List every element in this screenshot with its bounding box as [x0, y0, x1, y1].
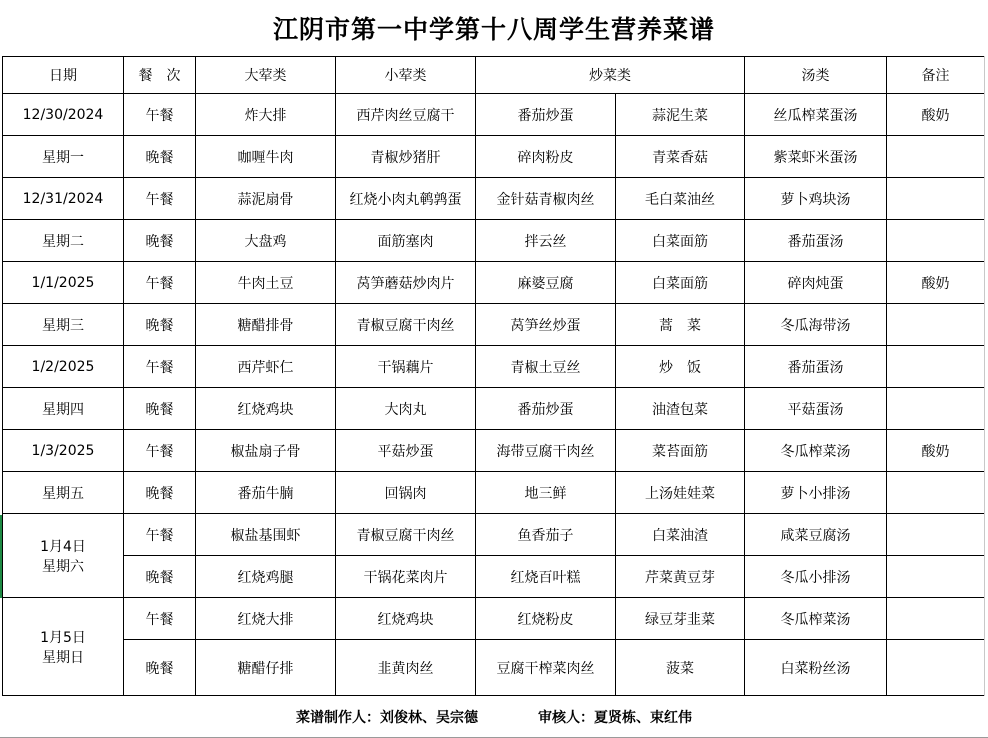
- table-row: [3, 136, 985, 178]
- big-meat-cell: 红烧鸡腿: [196, 556, 336, 598]
- menu-makers: 菜谱制作人：刘俊林、吴宗德: [296, 709, 478, 726]
- meal-cell: 晚餐: [124, 556, 196, 598]
- date-text: 1月5日: [40, 629, 86, 646]
- small-meat-cell: 韭黄肉丝: [336, 640, 476, 696]
- stir-fry-cell: 蒜泥生菜: [616, 94, 745, 136]
- table-row: [3, 94, 985, 136]
- small-meat-cell: 干锅藕片: [336, 346, 476, 388]
- header-note: 备注: [887, 57, 985, 94]
- table-row: [3, 514, 985, 556]
- soup-cell: 冬瓜海带汤: [745, 304, 887, 346]
- note-cell: [887, 640, 985, 696]
- weekday-cell: 星期三: [3, 304, 124, 346]
- stir-fry-cell: 上汤娃娃菜: [616, 472, 745, 514]
- stir-fry-cell: 莴笋丝炒蛋: [476, 304, 616, 346]
- small-meat-cell: 干锅花菜肉片: [336, 556, 476, 598]
- weekday-cell: 星期五: [3, 472, 124, 514]
- soup-cell: 平菇蛋汤: [745, 388, 887, 430]
- stir-fry-cell: 海带豆腐干肉丝: [476, 430, 616, 472]
- menu-reviewers: 审核人：夏贤栋、束红伟: [538, 709, 692, 726]
- note-cell: [887, 556, 985, 598]
- meal-cell: 晚餐: [124, 472, 196, 514]
- soup-cell: 冬瓜小排汤: [745, 556, 887, 598]
- stir-fry-cell: 金针菇青椒肉丝: [476, 178, 616, 220]
- small-meat-cell: 回锅肉: [336, 472, 476, 514]
- weekday-cell: 星期二: [3, 220, 124, 262]
- soup-cell: 萝卜小排汤: [745, 472, 887, 514]
- header-row: [3, 57, 985, 94]
- small-meat-cell: 面筋塞肉: [336, 220, 476, 262]
- meal-cell: 晚餐: [124, 388, 196, 430]
- big-meat-cell: 椒盐扇子骨: [196, 430, 336, 472]
- big-meat-cell: 糖醋仔排: [196, 640, 336, 696]
- big-meat-cell: 西芹虾仁: [196, 346, 336, 388]
- stir-fry-cell: 菠菜: [616, 640, 745, 696]
- date-cell: 1/1/2025: [3, 262, 124, 304]
- page-title: 江阴市第一中学第十八周学生营养菜谱: [272, 15, 715, 44]
- header-date: 日期: [3, 57, 124, 94]
- stir-fry-cell: 青菜香菇: [616, 136, 745, 178]
- weekday-cell: 星期一: [3, 136, 124, 178]
- small-meat-cell: 青椒炒猪肝: [336, 136, 476, 178]
- big-meat-cell: 蒜泥扇骨: [196, 178, 336, 220]
- weekday-cell: 星期四: [3, 388, 124, 430]
- stir-fry-cell: 拌云丝: [476, 220, 616, 262]
- note-cell: [887, 346, 985, 388]
- date-cell: 12/31/2024: [3, 178, 124, 220]
- meal-cell: 午餐: [124, 598, 196, 640]
- table-row: [3, 388, 985, 430]
- stir-fry-cell: 地三鲜: [476, 472, 616, 514]
- meal-cell: 午餐: [124, 514, 196, 556]
- table-row: [3, 304, 985, 346]
- date-weekday-cell: [3, 514, 124, 598]
- table-row: [3, 220, 985, 262]
- table-row: [3, 430, 985, 472]
- stir-fry-cell: 番茄炒蛋: [476, 94, 616, 136]
- small-meat-cell: 红烧小肉丸鹌鹑蛋: [336, 178, 476, 220]
- small-meat-cell: 青椒豆腐干肉丝: [336, 514, 476, 556]
- stir-fry-cell: 蒿 菜: [616, 304, 745, 346]
- meal-cell: 晚餐: [124, 640, 196, 696]
- soup-cell: 白菜粉丝汤: [745, 640, 887, 696]
- header-big-meat: 大荤类: [196, 57, 336, 94]
- table-row: [3, 346, 985, 388]
- meal-cell: 午餐: [124, 346, 196, 388]
- note-cell: [887, 514, 985, 556]
- header-meal: 餐 次: [124, 57, 196, 94]
- meal-cell: 午餐: [124, 94, 196, 136]
- stir-fry-cell: 白菜油渣: [616, 514, 745, 556]
- stir-fry-cell: 豆腐干榨菜肉丝: [476, 640, 616, 696]
- date-cell: 1/2/2025: [3, 346, 124, 388]
- note-cell: 酸奶: [887, 430, 985, 472]
- stir-fry-cell: 绿豆芽韭菜: [616, 598, 745, 640]
- stir-fry-cell: 菜苔面筋: [616, 430, 745, 472]
- soup-cell: 咸菜豆腐汤: [745, 514, 887, 556]
- weekday-text: 星期日: [42, 649, 84, 666]
- big-meat-cell: 椒盐基围虾: [196, 514, 336, 556]
- small-meat-cell: 红烧鸡块: [336, 598, 476, 640]
- meal-cell: 晚餐: [124, 304, 196, 346]
- stir-fry-cell: 青椒土豆丝: [476, 346, 616, 388]
- note-cell: [887, 220, 985, 262]
- soup-cell: 冬瓜榨菜汤: [745, 598, 887, 640]
- big-meat-cell: 炸大排: [196, 94, 336, 136]
- header-small-meat: 小荤类: [336, 57, 476, 94]
- note-cell: 酸奶: [887, 262, 985, 304]
- big-meat-cell: 糖醋排骨: [196, 304, 336, 346]
- big-meat-cell: 番茄牛腩: [196, 472, 336, 514]
- stir-fry-cell: 碎肉粉皮: [476, 136, 616, 178]
- big-meat-cell: 牛肉土豆: [196, 262, 336, 304]
- footer: [0, 696, 988, 738]
- meal-cell: 晚餐: [124, 136, 196, 178]
- meal-cell: 午餐: [124, 262, 196, 304]
- soup-cell: 萝卜鸡块汤: [745, 178, 887, 220]
- header-stir-fry: 炒菜类: [476, 57, 745, 94]
- note-cell: 酸奶: [887, 94, 985, 136]
- row-selection-marker: [0, 515, 2, 598]
- meal-cell: 午餐: [124, 178, 196, 220]
- soup-cell: 碎肉炖蛋: [745, 262, 887, 304]
- weekday-text: 星期六: [42, 558, 84, 575]
- soup-cell: 番茄蛋汤: [745, 220, 887, 262]
- stir-fry-cell: 芹菜黄豆芽: [616, 556, 745, 598]
- stir-fry-cell: 白菜面筋: [616, 262, 745, 304]
- small-meat-cell: 平菇炒蛋: [336, 430, 476, 472]
- meal-cell: 晚餐: [124, 220, 196, 262]
- menu-table: [2, 56, 985, 696]
- table-row: [3, 472, 985, 514]
- note-cell: [887, 472, 985, 514]
- header-soup: 汤类: [745, 57, 887, 94]
- date-weekday-cell: [3, 598, 124, 696]
- stir-fry-cell: 鱼香茄子: [476, 514, 616, 556]
- stir-fry-cell: 毛白菜油丝: [616, 178, 745, 220]
- big-meat-cell: 大盘鸡: [196, 220, 336, 262]
- note-cell: [887, 598, 985, 640]
- note-cell: [887, 136, 985, 178]
- small-meat-cell: 大肉丸: [336, 388, 476, 430]
- stir-fry-cell: 白菜面筋: [616, 220, 745, 262]
- small-meat-cell: 西芹肉丝豆腐干: [336, 94, 476, 136]
- table-row: [3, 556, 985, 598]
- big-meat-cell: 红烧大排: [196, 598, 336, 640]
- big-meat-cell: 红烧鸡块: [196, 388, 336, 430]
- stir-fry-cell: 油渣包菜: [616, 388, 745, 430]
- note-cell: [887, 388, 985, 430]
- table-row: [3, 640, 985, 696]
- soup-cell: 冬瓜榨菜汤: [745, 430, 887, 472]
- stir-fry-cell: 番茄炒蛋: [476, 388, 616, 430]
- soup-cell: 紫菜虾米蛋汤: [745, 136, 887, 178]
- soup-cell: 丝瓜榨菜蛋汤: [745, 94, 887, 136]
- table-row: [3, 178, 985, 220]
- table-row: [3, 598, 985, 640]
- note-cell: [887, 304, 985, 346]
- big-meat-cell: 咖喱牛肉: [196, 136, 336, 178]
- date-text: 1月4日: [40, 538, 86, 555]
- stir-fry-cell: 麻婆豆腐: [476, 262, 616, 304]
- small-meat-cell: 莴笋蘑菇炒肉片: [336, 262, 476, 304]
- sheet-gridline: [984, 56, 985, 696]
- small-meat-cell: 青椒豆腐干肉丝: [336, 304, 476, 346]
- table-row: [3, 262, 985, 304]
- date-cell: 12/30/2024: [3, 94, 124, 136]
- note-cell: [887, 178, 985, 220]
- soup-cell: 番茄蛋汤: [745, 346, 887, 388]
- date-cell: 1/3/2025: [3, 430, 124, 472]
- stir-fry-cell: 红烧百叶糕: [476, 556, 616, 598]
- stir-fry-cell: 红烧粉皮: [476, 598, 616, 640]
- meal-cell: 午餐: [124, 430, 196, 472]
- stir-fry-cell: 炒 饭: [616, 346, 745, 388]
